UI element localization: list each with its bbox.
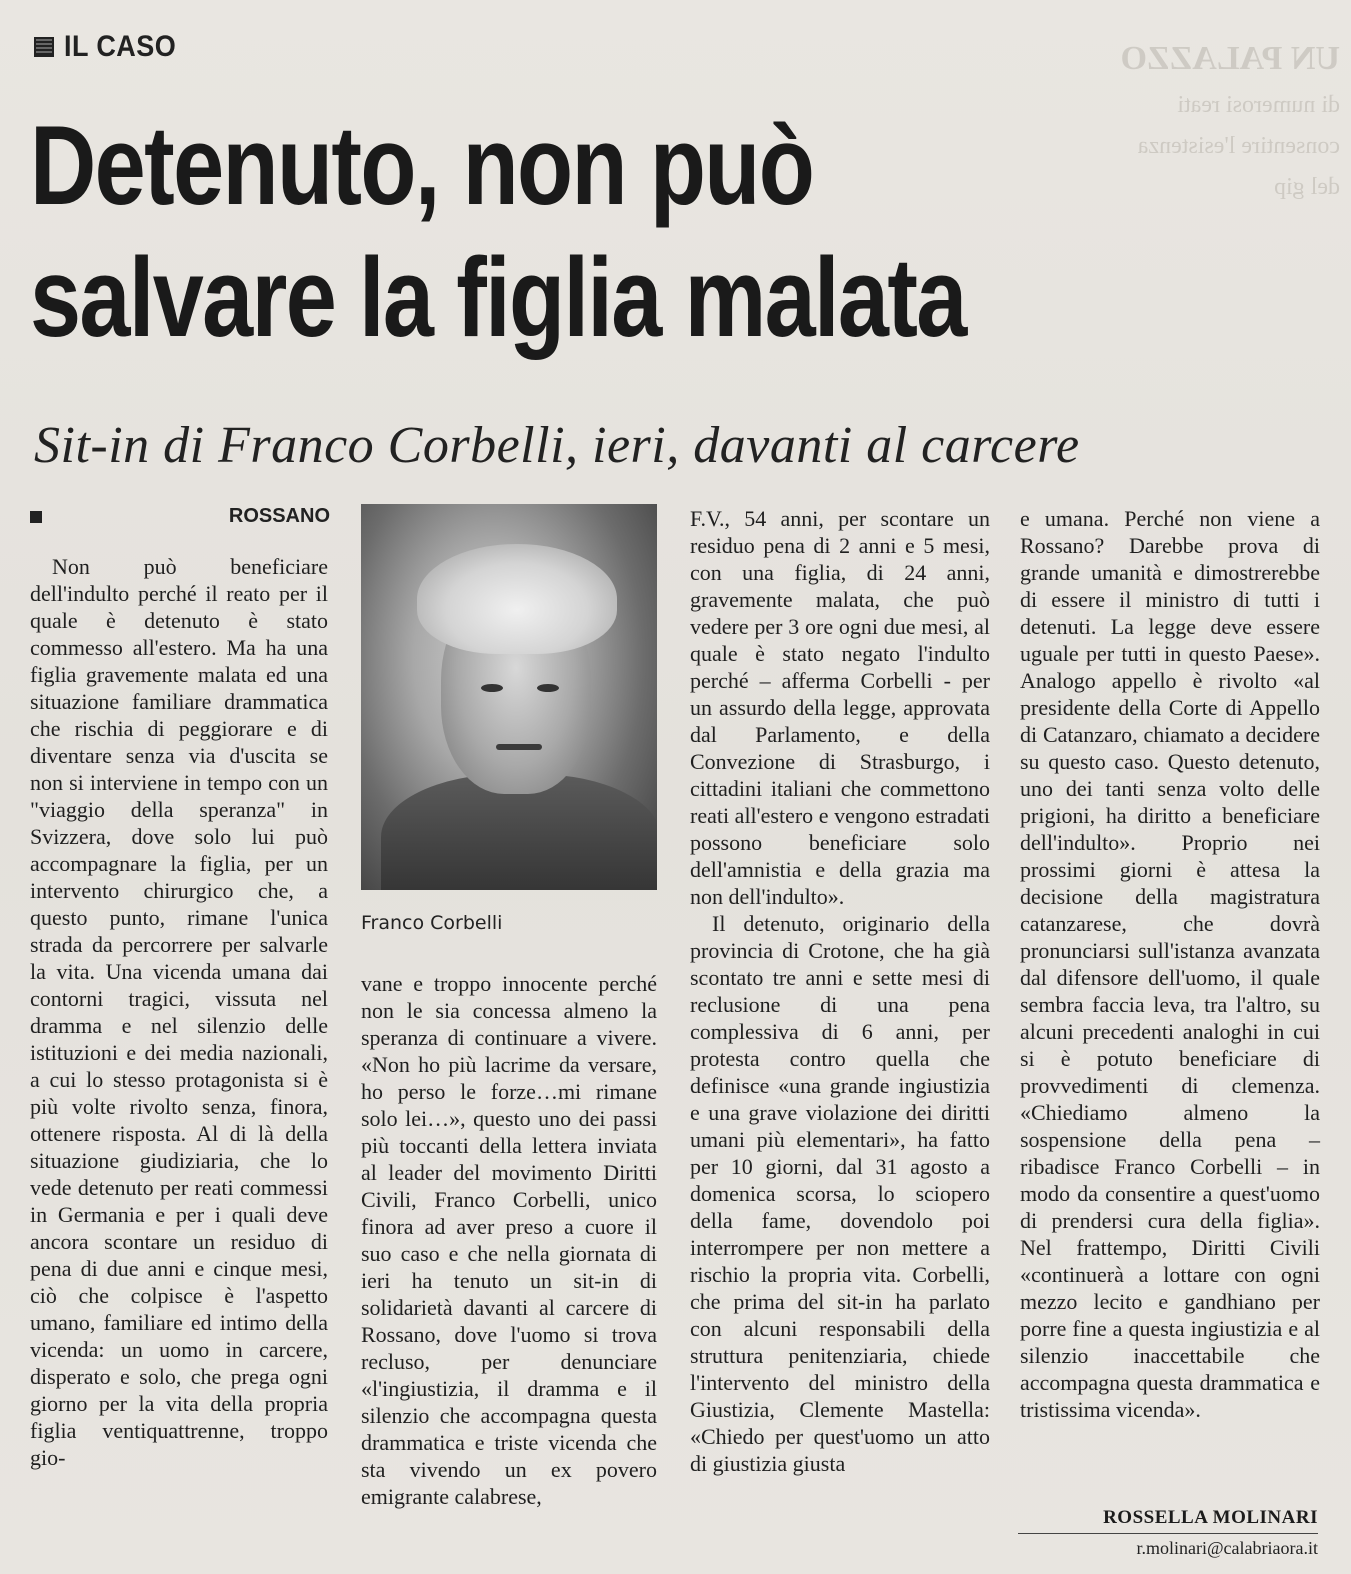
dateline <box>30 505 330 528</box>
paragraph: F.V., 54 anni, per scontare un residuo pena di 2 anni e 5 mesi, con una figlia, di 24 anni, gravemente malata, che può vedere per 3 ore ogni due mesi, al quale è stato negato l'indulto perché – afferma Corbelli - per un assurdo della legge, approvata dal Parlamento, e della Convezione di Strasburgo, i cittadini italiani che commettono reati all'estero e vengono estradati possono beneficiare solo dell'amnistia e della grazia ma non dell'indulto». <box>690 506 990 909</box>
kicker-label: IL CASO <box>64 30 177 63</box>
author-email: r.molinari@calabriaora.it <box>1136 1538 1318 1558</box>
byline-divider <box>1018 1533 1318 1534</box>
section-kicker <box>34 30 189 64</box>
article-subtitle: Sit-in di Franco Corbelli, ieri, davanti al carcere <box>34 417 1080 474</box>
bleed-line: consentire l'esistenza <box>1137 133 1340 159</box>
bleed-line: di numerosi reati <box>1177 92 1340 118</box>
article-column-2 <box>361 970 657 1510</box>
dateline-location: ROSSANO <box>228 505 330 527</box>
paragraph: vane e troppo innocente perché non le sia concessa almeno la speranza di continuare a vivere. «Non ho più lacrime da versare, ho perso le forze…mi rimane solo lei…», questo uno dei passi più toccanti della lettera inviata al leader del movimento Diritti Civili, Franco Corbelli, unico finora ad aver preso a cuore il suo caso e che nella giornata di ieri ha tenuto un sit-in di solidarietà davanti al carcere di Rossano, dove l'uomo si trova recluso, per denunciare «l'ingiustizia, il dramma e il silenzio che accompagna questa drammatica e triste vicenda che sta vivendo un ex povero emigrante calabrese, <box>361 971 657 1509</box>
photo-eye <box>537 684 559 692</box>
article-headline <box>30 100 1096 364</box>
headline-line-2: salvare la figlia malata <box>30 235 966 360</box>
paragraph: e umana. Perché non viene a Rossano? Darebbe prova di grande umanità e dimostrerebbe di essere il ministro di tutti i detenuti. La legge deve essere uguale per tutti in questo Paese». Analogo appello è rivolto «al presidente della Corte di Appello di Catanzaro, chiamato a decidere su questo caso. Questo detenuto, uno dei tanti senza volto delle prigioni, ha diritto a beneficiare dell'indulto». Proprio nei prossimi giorni è attesa la decisione della magistratura catanzarese, che dovrà pronunciarsi sull'istanza avanzata dal difensore dell'uomo, il quale sembra faccia leva, tra l'altro, su alcuni precedenti analoghi in cui si è potuto beneficiare di provvedimenti di clemenza. «Chiediamo almeno la sospensione della pena – ribadisce Franco Corbelli – in modo da consentire a quest'uomo di prendersi cura della figlia». Nel frattempo, Diritti Civili «continuerà a lottare con ogni mezzo lecito e gandhiano per porre fine a questa ingiustizia e al silenzio inaccettabile che accompagna questa drammatica e tristissima vicenda». <box>1020 506 1320 1422</box>
paragraph: Non può beneficiare dell'indulto perché il reato per il quale è detenuto è stato commesso all'estero. Ma ha una figlia gravemente malata ed una situazione familiare drammatica che rischia di peggiorare e di diventare senza via d'uscita se non si interviene in tempo con un "viaggio della speranza" in Svizzera, dove solo lui può accompagnare la figlia, per un intervento chirurgico che, a questo punto, rimane l'unica strada da percorrere per salvarle la vita. Una vicenda umana dai contorni tragici, vissuta nel dramma e nel silenzio delle istituzioni e dei media nazionali, a cui lo stesso protagonista si è più volte rivolto senza, finora, ottenere risposta. Al di là della situazione giudiziaria, che lo vede detenuto per reati commessi in Germania e per i quali deve ancora scontare un residuo di pena di due anni e cinque mesi, ciò che colpisce è l'aspetto umano, familiare ed intimo della vicenda: un uomo in carcere, disperato e solo, che prega ogni giorno per la vita della propria figlia ventiquattrenne, troppo gio- <box>30 554 328 1470</box>
photo-hair <box>417 544 617 654</box>
portrait-photo <box>361 504 657 890</box>
bleed-line: del gip <box>1274 174 1340 200</box>
paragraph: Il detenuto, originario della provincia di Crotone, che ha già scontato tre anni e sette mesi di reclusione di una pena complessiva di 6 anni, per protesta contro quella che definisce «una grande ingiustizia e una grave violazione dei diritti umani più elementari», ha fatto per 10 giorni, dal 31 agosto a domenica scorsa, lo sciopero della fame, dovendolo poi interrompere per non mettere a rischio la propria vita. Corbelli, che prima del sit-in ha parlato con alcuni responsabili della struttura penitenziaria, chiede l'intervento del ministro della Giustizia, Clemente Mastella: «Chiedo per quest'uomo un atto di giustizia giusta <box>690 911 990 1476</box>
square-bullet-icon <box>30 511 42 523</box>
article-column-4 <box>1020 505 1320 1423</box>
photo-caption: Franco Corbelli <box>361 912 503 934</box>
author-byline: ROSSELLA MOLINARI <box>1103 1507 1318 1528</box>
bleed-heading: UN PALAZZO <box>1120 40 1340 77</box>
photo-mouth <box>496 744 542 750</box>
photo-eye <box>481 684 503 692</box>
article-column-3 <box>690 505 990 1477</box>
square-bullet-icon <box>34 37 54 57</box>
article-column-1 <box>30 553 328 1471</box>
headline-line-1: Detenuto, non può <box>30 103 814 228</box>
